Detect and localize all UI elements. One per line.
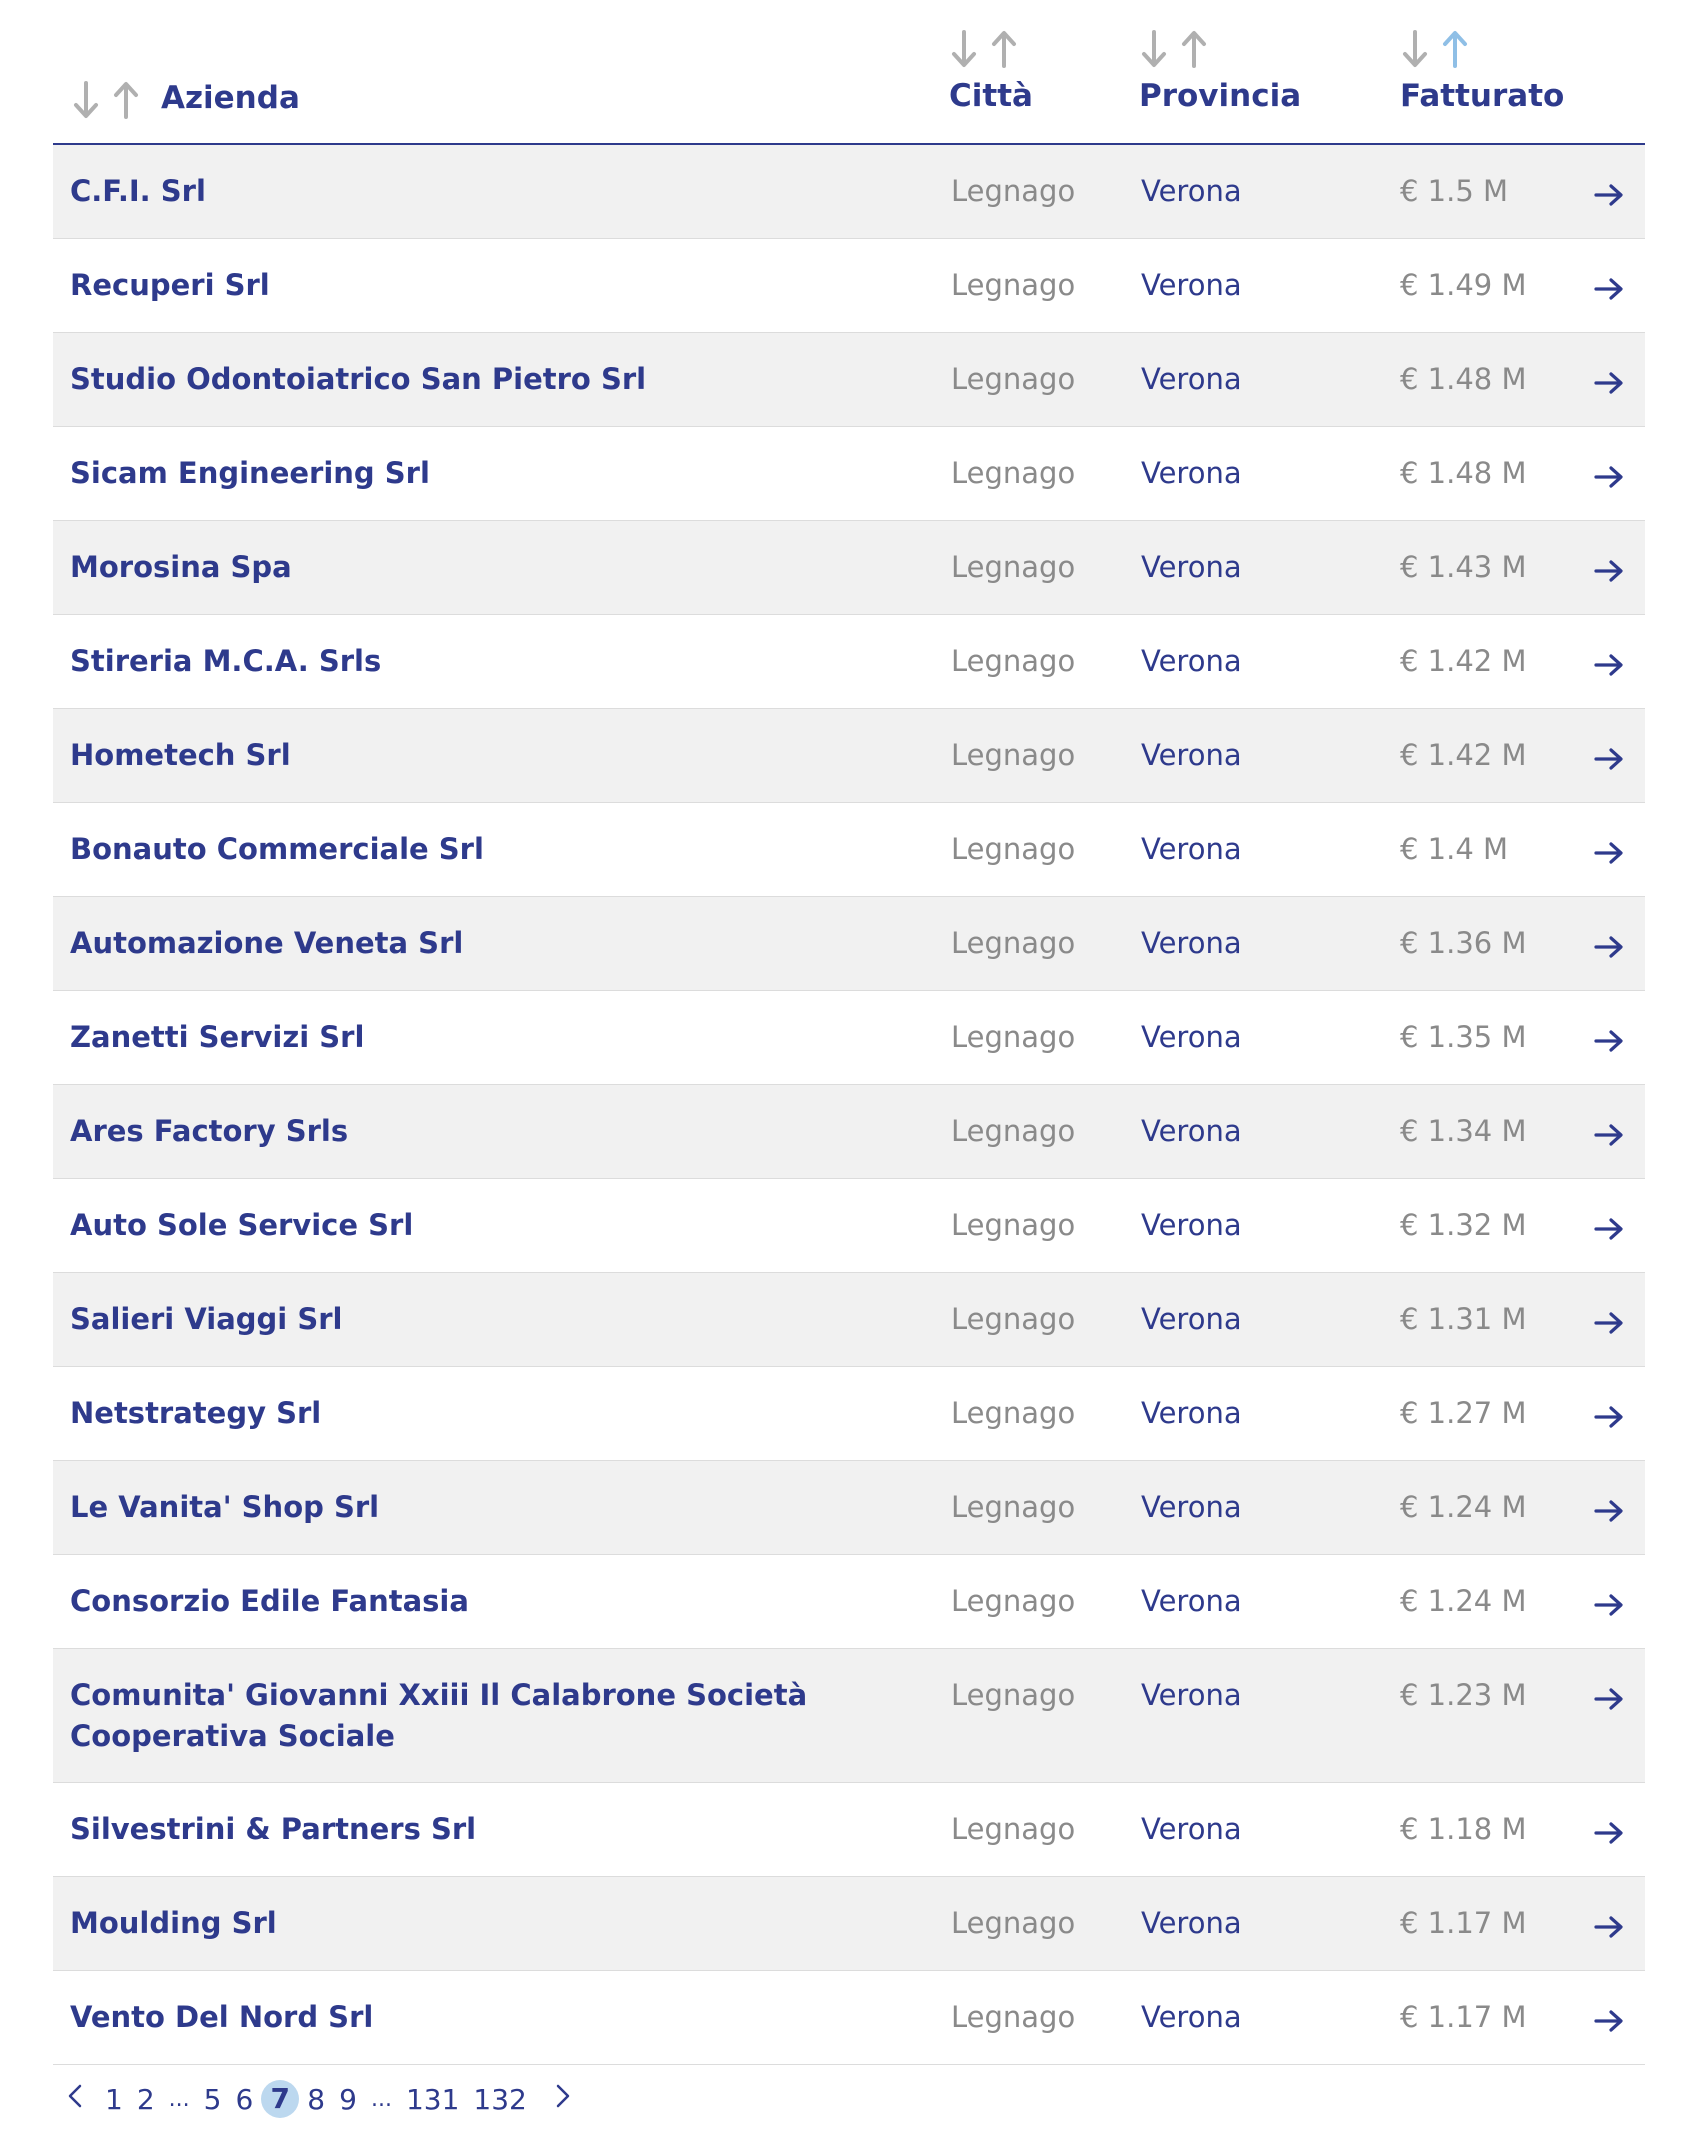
sort-controls-citta[interactable] [949,28,1033,70]
arrow-right-icon[interactable] [1594,1682,1624,1708]
table-row[interactable] [53,1367,1645,1461]
cell-azienda[interactable]: Automazione Veneta Srl [70,926,464,960]
cell-azienda[interactable]: C.F.I. Srl [70,174,206,208]
arrow-right-icon[interactable] [1594,742,1624,768]
arrow-right-icon[interactable] [1594,1910,1624,1936]
cell-citta: Legnago [951,1302,1076,1336]
cell-fatturato: € 1.17 M [1400,2000,1527,2034]
cell-provincia: Verona [1141,644,1242,678]
cell-provincia: Verona [1141,550,1242,584]
table-row[interactable] [53,709,1645,803]
cell-azienda[interactable]: Recuperi Srl [70,268,270,302]
sort-down-arrow-icon[interactable] [949,28,979,70]
cell-azienda[interactable]: Hometech Srl [70,738,291,772]
column-header-fatturato[interactable] [1400,28,1564,114]
cell-fatturato: € 1.42 M [1400,738,1527,772]
sort-up-arrow-icon[interactable] [989,28,1019,70]
cell-provincia: Verona [1141,362,1242,396]
cell-azienda[interactable]: Ares Factory Srls [70,1114,349,1148]
chevron-right-icon[interactable] [555,2083,571,2116]
cell-fatturato: € 1.49 M [1400,268,1527,302]
pagination-ellipsis: ... [370,2086,392,2112]
arrow-right-icon[interactable] [1594,1024,1624,1050]
cell-azienda[interactable]: Netstrategy Srl [70,1396,322,1430]
cell-fatturato: € 1.36 M [1400,926,1527,960]
arrow-right-icon[interactable] [1594,930,1624,956]
cell-provincia: Verona [1141,1584,1242,1618]
cell-citta: Legnago [951,644,1076,678]
pagination-page-current[interactable]: 7 [261,2080,299,2118]
table-row[interactable] [53,1783,1645,1877]
arrow-right-icon[interactable] [1594,1816,1624,1842]
sort-up-arrow-icon-active[interactable] [1440,28,1470,70]
cell-citta: Legnago [951,1678,1076,1712]
pagination-page[interactable]: 8 [307,2082,326,2116]
pagination-page[interactable]: 132 [473,2082,527,2116]
pagination-page[interactable]: 131 [405,2082,460,2116]
cell-azienda[interactable]: Le Vanita' Shop Srl [70,1490,380,1524]
cell-provincia: Verona [1141,1678,1242,1712]
table-row[interactable] [53,1555,1645,1649]
cell-azienda[interactable]: Moulding Srl [70,1906,277,1940]
cell-fatturato: € 1.17 M [1400,1906,1527,1940]
table-row[interactable] [53,333,1645,427]
cell-fatturato: € 1.24 M [1400,1490,1527,1524]
arrow-right-icon[interactable] [1594,1212,1624,1238]
pagination-page[interactable]: 2 [136,2082,155,2116]
cell-fatturato: € 1.43 M [1400,550,1527,584]
cell-citta: Legnago [951,832,1076,866]
column-header-citta[interactable] [949,28,1033,114]
table-row[interactable] [53,1649,1645,1783]
pagination-page[interactable]: 1 [105,2082,123,2116]
table-row[interactable] [53,991,1645,1085]
cell-fatturato: € 1.48 M [1400,362,1527,396]
cell-citta: Legnago [951,1906,1076,1940]
pagination-page[interactable]: 5 [203,2082,222,2116]
table-row[interactable] [53,897,1645,991]
pagination-page[interactable]: 9 [339,2082,357,2116]
cell-azienda[interactable]: Studio Odontoiatrico San Pietro Srl [70,362,647,396]
column-header-azienda[interactable] [71,75,300,121]
arrow-right-icon[interactable] [1594,1400,1624,1426]
pagination [53,2080,571,2118]
arrow-right-icon[interactable] [1594,366,1624,392]
cell-fatturato: € 1.27 M [1400,1396,1527,1430]
cell-fatturato: € 1.35 M [1400,1020,1527,1054]
table-row[interactable] [53,145,1645,239]
table-body [53,145,1645,2065]
arrow-right-icon[interactable] [1594,1306,1624,1332]
sort-down-arrow-icon[interactable] [1139,28,1169,70]
cell-provincia: Verona [1141,1302,1242,1336]
pagination-ellipsis: ... [168,2086,190,2112]
table-row[interactable] [53,1971,1645,2065]
arrow-right-icon[interactable] [1594,836,1624,862]
cell-provincia: Verona [1141,456,1242,490]
cell-azienda[interactable]: Comunita' Giovanni Xxiii Il Calabrone Società Cooperativa Sociale [70,1678,808,1753]
cell-fatturato: € 1.42 M [1400,644,1527,678]
cell-provincia: Verona [1141,1490,1242,1524]
cell-fatturato: € 1.34 M [1400,1114,1527,1148]
column-label-citta: Città [949,78,1033,114]
sort-controls-fatturato[interactable] [1400,28,1564,70]
cell-azienda[interactable]: Salieri Viaggi Srl [70,1302,343,1336]
column-label-azienda: Azienda [161,80,300,116]
sort-controls-provincia[interactable] [1139,28,1301,70]
cell-azienda[interactable]: Sicam Engineering Srl [70,456,430,490]
cell-citta: Legnago [951,174,1076,208]
cell-azienda[interactable]: Zanetti Servizi Srl [70,1020,365,1054]
table-row[interactable] [53,521,1645,615]
cell-citta: Legnago [951,1812,1076,1846]
table-row[interactable] [53,1273,1645,1367]
table-row[interactable] [53,427,1645,521]
sort-controls-azienda[interactable] [71,79,141,121]
cell-citta: Legnago [951,550,1076,584]
cell-provincia: Verona [1141,1208,1242,1242]
cell-provincia: Verona [1141,1906,1242,1940]
cell-provincia: Verona [1141,832,1242,866]
cell-azienda[interactable]: Bonauto Commerciale Srl [70,832,484,866]
table-header [53,0,1645,145]
cell-provincia: Verona [1141,1812,1242,1846]
cell-citta: Legnago [951,1020,1076,1054]
cell-fatturato: € 1.5 M [1400,174,1509,208]
cell-provincia: Verona [1141,738,1242,772]
cell-provincia: Verona [1141,1396,1242,1430]
arrow-right-icon[interactable] [1594,1588,1624,1614]
arrow-right-icon[interactable] [1594,272,1624,298]
cell-fatturato: € 1.31 M [1400,1302,1527,1336]
cell-azienda[interactable]: Consorzio Edile Fantasia [70,1584,469,1618]
companies-table [53,0,1645,2065]
sort-up-arrow-icon[interactable] [1179,28,1209,70]
cell-citta: Legnago [951,1584,1076,1618]
cell-provincia: Verona [1141,926,1242,960]
table-row[interactable] [53,615,1645,709]
pagination-page[interactable]: 6 [235,2082,254,2116]
cell-azienda[interactable]: Auto Sole Service Srl [70,1208,414,1242]
cell-azienda[interactable]: Stireria M.C.A. Srls [70,644,382,678]
cell-fatturato: € 1.23 M [1400,1678,1527,1712]
arrow-right-icon[interactable] [1594,648,1624,674]
cell-provincia: Verona [1141,2000,1242,2034]
column-header-provincia[interactable] [1139,28,1301,114]
table-row[interactable] [53,1179,1645,1273]
cell-provincia: Verona [1141,1020,1242,1054]
sort-down-arrow-icon[interactable] [1400,28,1430,70]
cell-citta: Legnago [951,926,1076,960]
cell-provincia: Verona [1141,1114,1242,1148]
cell-provincia: Verona [1141,268,1242,302]
column-label-provincia: Provincia [1139,78,1302,114]
cell-citta: Legnago [951,1396,1076,1430]
sort-up-arrow-icon[interactable] [111,79,141,121]
arrow-right-icon[interactable] [1594,1494,1624,1520]
cell-fatturato: € 1.32 M [1400,1208,1527,1242]
table-row[interactable] [53,1877,1645,1971]
arrow-right-icon[interactable] [1594,2004,1624,2030]
table-row[interactable] [53,239,1645,333]
cell-azienda[interactable]: Silvestrini & Partners Srl [70,1812,477,1846]
cell-azienda[interactable]: Morosina Spa [70,550,292,584]
arrow-right-icon[interactable] [1594,1118,1624,1144]
arrow-right-icon[interactable] [1594,460,1624,486]
table-row[interactable] [53,1085,1645,1179]
table-row[interactable] [53,1461,1645,1555]
cell-citta: Legnago [951,738,1076,772]
cell-fatturato: € 1.48 M [1400,456,1527,490]
cell-fatturato: € 1.18 M [1400,1812,1527,1846]
cell-citta: Legnago [951,456,1076,490]
cell-citta: Legnago [951,1490,1076,1524]
cell-citta: Legnago [951,2000,1076,2034]
cell-citta: Legnago [951,268,1076,302]
arrow-right-icon[interactable] [1594,178,1624,204]
cell-fatturato: € 1.24 M [1400,1584,1527,1618]
cell-citta: Legnago [951,362,1076,396]
column-label-fatturato: Fatturato [1400,78,1565,114]
table-row[interactable] [53,803,1645,897]
cell-citta: Legnago [951,1114,1076,1148]
cell-fatturato: € 1.4 M [1400,832,1509,866]
arrow-right-icon[interactable] [1594,554,1624,580]
cell-provincia: Verona [1141,174,1242,208]
sort-down-arrow-icon[interactable] [71,79,101,121]
cell-azienda[interactable]: Vento Del Nord Srl [70,2000,374,2034]
chevron-left-icon[interactable] [67,2083,83,2116]
cell-citta: Legnago [951,1208,1076,1242]
